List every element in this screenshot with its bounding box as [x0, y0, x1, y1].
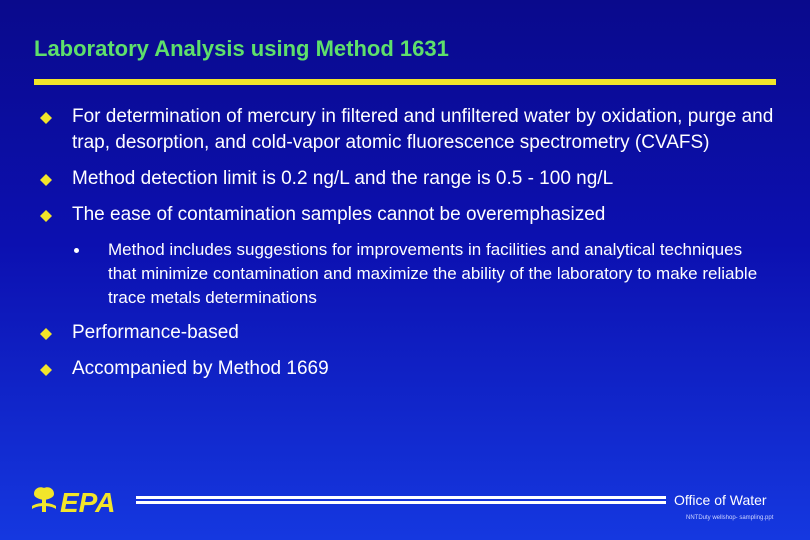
bullet-item [36, 166, 776, 192]
bullet-item [36, 202, 776, 228]
bullet-text: Accompanied by Method 1669 [72, 358, 329, 379]
bullet-text: Method detection limit is 0.2 ng/L and the range is 0.5 - 100 ng/L [72, 168, 614, 189]
footer-divider [136, 496, 666, 504]
sub-bullet-text: Method includes suggestions for improvements in facilities and analytical techniques that minimize contamination and maximize the ability of the laboratory to make reliable trace metals determinations [108, 240, 758, 307]
diamond-bullet-icon [40, 328, 52, 340]
dot-bullet-icon [74, 248, 79, 253]
bullet-text: Performance-based [72, 322, 239, 343]
title-underline [34, 79, 776, 85]
logo-text: EPA [60, 487, 116, 516]
office-label: Office of Water [674, 492, 767, 508]
bullet-list [36, 104, 776, 392]
slide-title: Laboratory Analysis using Method 1631 [34, 36, 449, 61]
epa-logo [30, 484, 130, 516]
diamond-bullet-icon [40, 210, 52, 222]
diamond-bullet-icon [40, 174, 52, 186]
sub-bullet-item [36, 238, 776, 310]
diamond-bullet-icon [40, 112, 52, 124]
bullet-item [36, 320, 776, 346]
bullet-item [36, 104, 776, 156]
file-name: NNTDuty wellshop- sampling.ppt [686, 515, 774, 521]
bullet-text: For determination of mercury in filtered and unfiltered water by oxidation, purge and trap, desorption, and cold-vapor atomic fluorescence spectrometry (CVAFS) [72, 106, 774, 153]
bullet-text: The ease of contamination samples cannot be overemphasized [72, 204, 606, 225]
diamond-bullet-icon [40, 364, 52, 376]
bullet-item [36, 356, 776, 382]
